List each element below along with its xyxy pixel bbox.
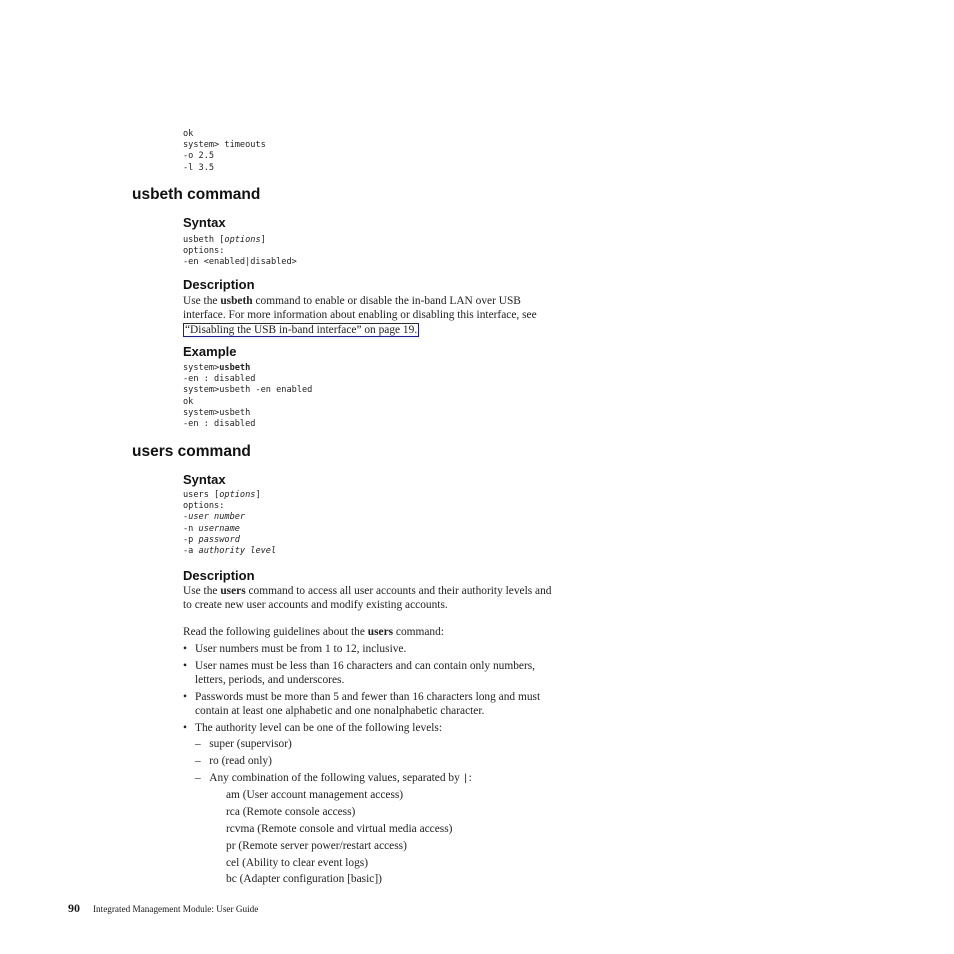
code-line: -l 3.5 [183,162,215,173]
list-item: • Passwords must be more than 5 and fewer than 16 characters long and must contain at least one alphabetic and one nonalphabetic character. [183,690,540,718]
list-item: – Any combination of the following values, separated by |: [195,772,472,784]
users-description-heading: Description [183,568,255,583]
top-code-block [183,129,266,174]
code-line: -en <enabled|disabled> [183,257,297,268]
authority-values-list [226,788,452,889]
code-line: system>usbeth [183,407,251,418]
list-item: pr (Remote server power/restart access) [226,839,407,852]
usbeth-description [183,294,537,337]
code-line: ok [183,396,194,407]
code-line: system> timeouts [183,140,266,151]
usb-interface-link[interactable]: “Disabling the USB in-band interface” on page 19. [185,324,418,336]
code-line: usbeth [options] [183,235,266,245]
description-line: interface. For more information about enabling or disabling this interface, see [183,309,537,321]
list-item: bc (Adapter configuration [basic]) [226,873,382,886]
usbeth-syntax-heading: Syntax [183,215,226,230]
list-item: • User numbers must be from 1 to 12, inclusive. [183,642,540,656]
usbeth-heading: usbeth command [132,186,261,203]
list-item: cel (Ability to clear event logs) [226,856,369,869]
list-item: rca (Remote console access) [226,805,356,818]
usbeth-example-block [183,363,312,430]
list-item: – ro (read only) [195,755,272,767]
usbeth-description-heading: Description [183,277,255,292]
users-syntax-heading: Syntax [183,472,226,487]
code-line: -n username [183,523,240,534]
description-line: to create new user accounts and modify existing accounts. [183,599,448,611]
authority-level-list [195,737,472,788]
list-item: am (User account management access) [226,789,404,801]
users-heading: users command [132,443,251,460]
footer-title: Integrated Management Module: User Guide [93,904,259,914]
users-guidelines-intro: Read the following guidelines about the users command: [183,626,444,638]
code-line: -user number [183,512,246,523]
description-line: Use the usbeth command to enable or disable the in-band LAN over USB [183,295,521,307]
code-line: options: [183,246,225,257]
list-item: • The authority level can be one of the following levels: [183,721,540,735]
users-description [183,584,552,612]
code-line: ok [183,129,194,139]
code-line: system>usbeth -en enabled [183,385,313,396]
code-line: -a authority level [183,546,277,557]
list-item: – super (supervisor) [195,738,292,750]
usbeth-example-heading: Example [183,344,237,359]
description-line: Use the users command to access all user accounts and their authority levels and [183,585,552,597]
usbeth-syntax-block [183,235,297,269]
list-item: rcvma (Remote console and virtual media access) [226,822,453,835]
page-number: 90 [68,901,80,915]
code-line: system>usbeth [183,363,251,373]
code-line: -p password [183,534,240,545]
code-line: -en : disabled [183,374,256,385]
list-item: • User names must be less than 16 characters and can contain only numbers, letters, periods, and underscores. [183,659,540,687]
code-line: -en : disabled [183,419,256,430]
users-guidelines-list [183,642,540,735]
code-line: -o 2.5 [183,151,215,162]
code-line: options: [183,501,225,512]
users-syntax-block [183,490,276,557]
code-line: users [options] [183,490,261,500]
